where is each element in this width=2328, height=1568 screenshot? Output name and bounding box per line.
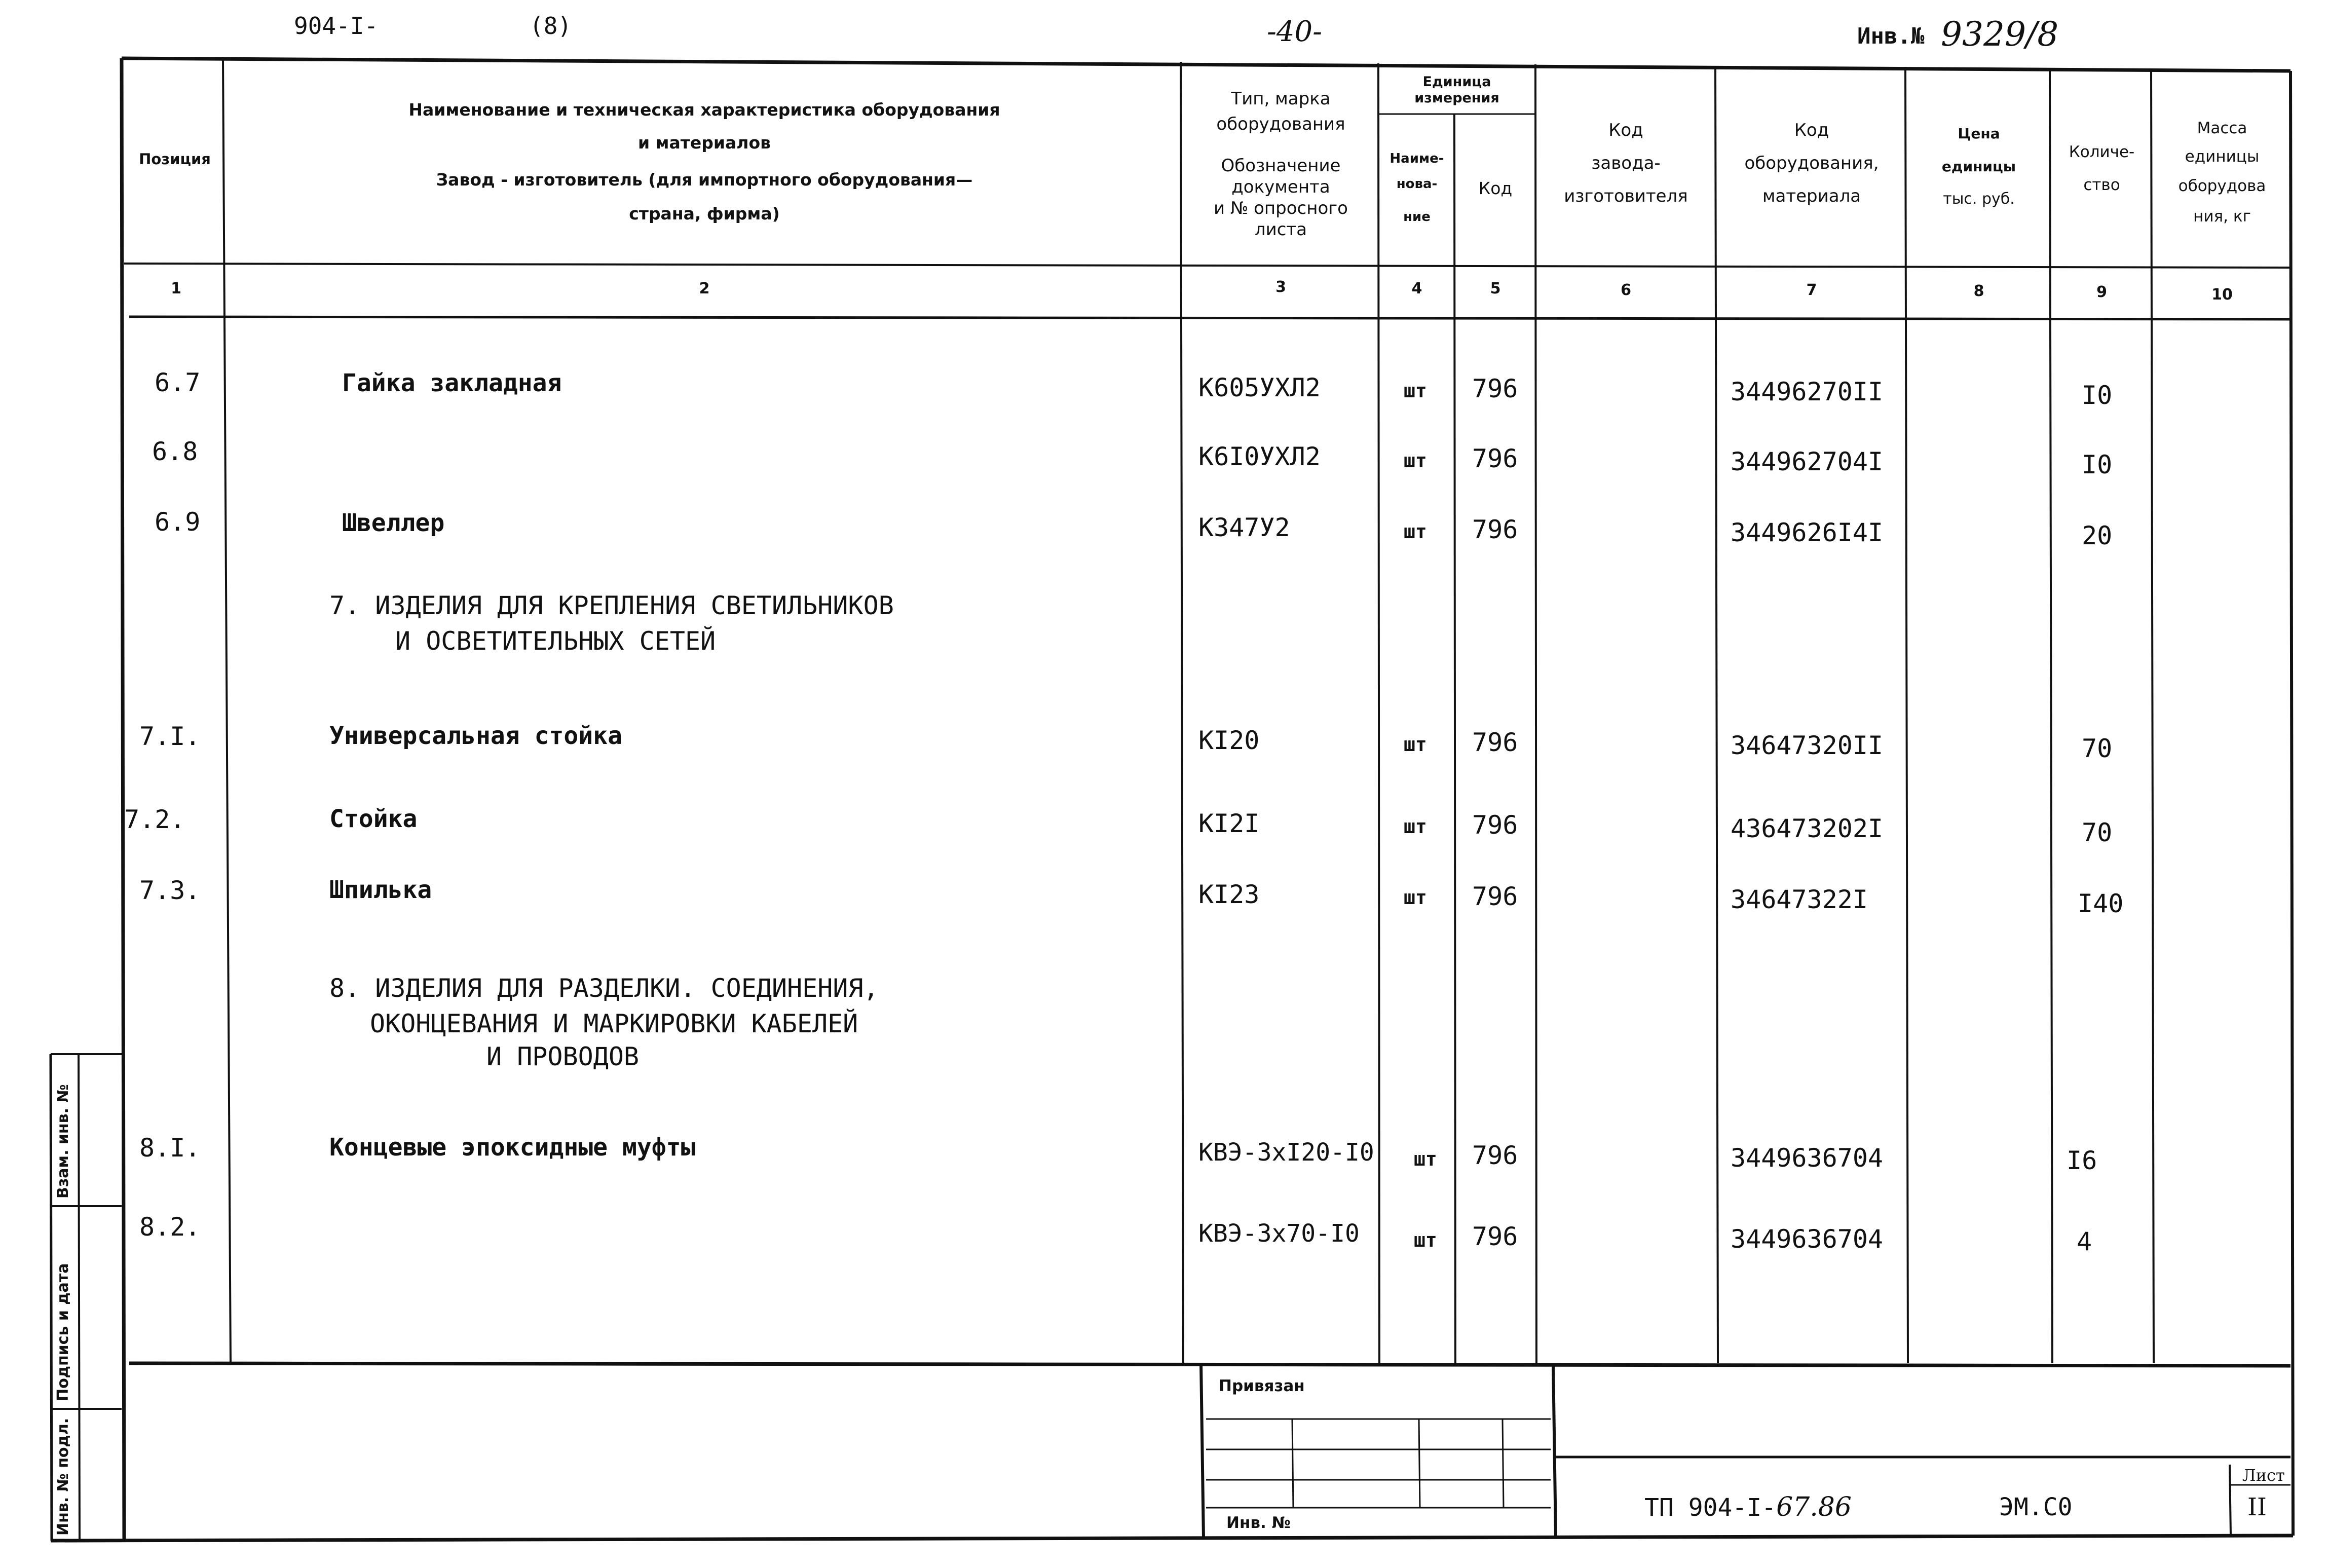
sheet-number: II — [2247, 1493, 2267, 1521]
inventory-label: Инв.№ — [1857, 23, 1925, 49]
row-type: КI2I — [1198, 809, 1260, 838]
row-unit: шт — [1414, 1148, 1437, 1170]
side-stamp-signature-date: Подпись и дата — [54, 1263, 72, 1401]
row-equipment-code: 34647322I — [1731, 885, 1868, 914]
row-name: Шпилька — [329, 876, 432, 904]
row-unit: шт — [1404, 815, 1427, 838]
row-name: Концевые эпоксидные муфты — [329, 1133, 696, 1162]
row-position: 6.8 — [152, 437, 198, 466]
row-unit-code: 796 — [1472, 515, 1518, 544]
row-name: Стойка — [329, 805, 418, 833]
series-paren: (8) — [530, 12, 572, 40]
row-type: КI23 — [1198, 880, 1260, 909]
row-type: К6I0УХЛ2 — [1198, 442, 1321, 471]
row-equipment-code: 3449636704 — [1731, 1143, 1884, 1173]
row-position: 8.I. — [139, 1133, 201, 1163]
row-equipment-code: 34647320II — [1731, 731, 1884, 760]
row-quantity: I0 — [2082, 381, 2113, 410]
col-header-unit-code: Код — [1478, 178, 1513, 198]
row-name: Универсальная стойка — [329, 722, 622, 750]
series-label: 904-I- — [294, 12, 379, 40]
row-type: К605УХЛ2 — [1198, 373, 1321, 402]
row-position: 7.I. — [139, 722, 201, 751]
row-unit: шт — [1404, 450, 1427, 472]
document-code: ТП 904-I-67.86 — [1644, 1492, 1852, 1522]
row-unit: шт — [1414, 1229, 1437, 1251]
row-unit-code: 796 — [1472, 374, 1518, 403]
row-equipment-code: 3449636704 — [1731, 1224, 1884, 1254]
title-block-privyazan: Привязан — [1219, 1377, 1305, 1395]
document-mark: ЭМ.С0 — [1999, 1493, 2073, 1521]
row-position: 6.7 — [155, 368, 201, 397]
inventory-number: 9329/8 — [1941, 15, 2059, 54]
row-unit-code: 796 — [1472, 882, 1518, 911]
row-quantity: 4 — [2077, 1227, 2092, 1256]
row-unit: шт — [1404, 520, 1427, 543]
document-code-handwritten: 67.86 — [1776, 1492, 1852, 1522]
row-type: КВЭ-3хI20-I0 — [1198, 1138, 1374, 1167]
row-position: 7.3. — [139, 876, 201, 905]
row-name: Швеллер — [342, 509, 445, 537]
row-equipment-code: 34496270II — [1731, 377, 1884, 406]
row-type: КI20 — [1198, 726, 1260, 755]
row-quantity: 70 — [2082, 734, 2113, 763]
row-quantity: I6 — [2067, 1146, 2097, 1175]
row-unit-code: 796 — [1472, 1141, 1518, 1170]
row-quantity: 20 — [2082, 521, 2113, 550]
row-unit-code: 796 — [1472, 810, 1518, 840]
row-unit: шт — [1404, 733, 1427, 756]
row-quantity: 70 — [2082, 818, 2113, 847]
row-unit-code: 796 — [1472, 444, 1518, 473]
title-block-inv-no: Инв. № — [1226, 1514, 1291, 1532]
side-stamp-original-inv: Инв. № подл. — [54, 1417, 72, 1536]
row-unit-code: 796 — [1472, 1222, 1518, 1251]
row-position: 6.9 — [155, 507, 201, 537]
row-position: 7.2. — [124, 805, 185, 834]
row-equipment-code: 3449626I4I — [1731, 518, 1884, 547]
row-type: К347У2 — [1198, 513, 1290, 542]
side-stamp-replaced-inv: Взам. инв. № — [54, 1084, 72, 1199]
row-unit: шт — [1404, 380, 1427, 402]
col-header-position: Позиция — [139, 151, 211, 168]
row-position: 8.2. — [139, 1212, 201, 1242]
row-quantity: I40 — [2078, 889, 2124, 918]
page-number: -40- — [1267, 15, 1323, 48]
row-name: Гайка закладная — [342, 369, 562, 397]
row-unit: шт — [1404, 886, 1427, 909]
row-quantity: I0 — [2082, 450, 2113, 479]
row-type: КВЭ-3х70-I0 — [1198, 1219, 1360, 1248]
row-unit-code: 796 — [1472, 728, 1518, 757]
row-equipment-code: 344962704I — [1731, 447, 1884, 476]
sheet-label: Лист — [2242, 1466, 2285, 1485]
row-equipment-code: 436473202I — [1731, 814, 1884, 843]
